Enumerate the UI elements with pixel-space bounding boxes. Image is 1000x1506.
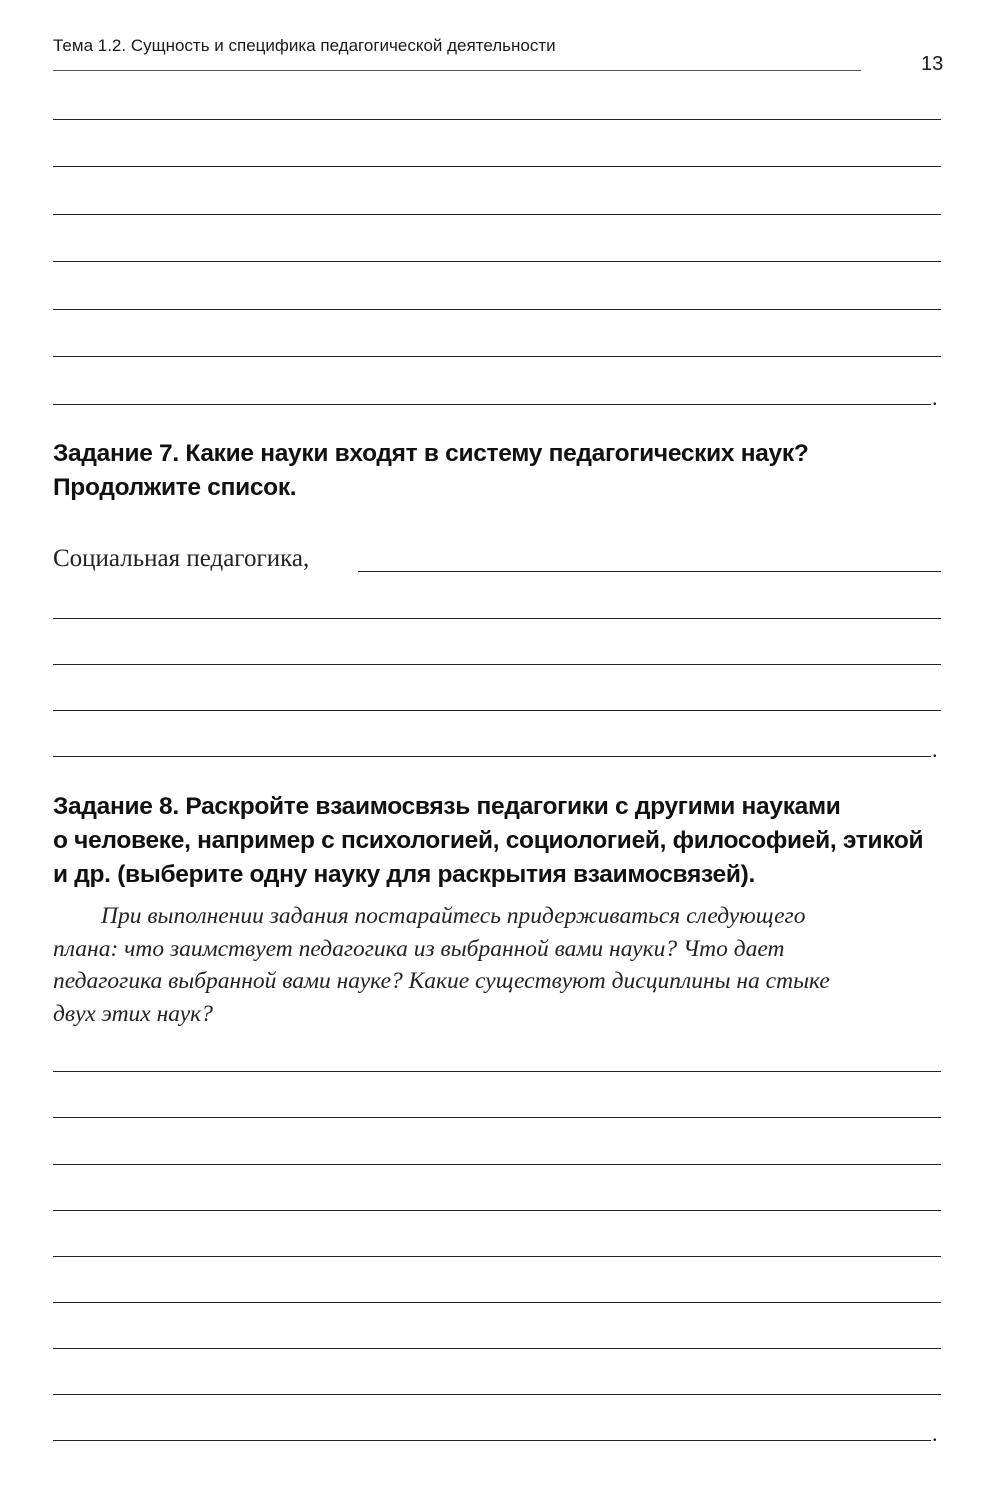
task-7-answer-line[interactable] xyxy=(358,571,941,572)
task-8-title-line: Задание 8. Раскройте взаимосвязь педагогики с другими науками xyxy=(53,793,841,820)
task-8-title-line: и др. (выберите одну науку для раскрытия взаимосвязей). xyxy=(53,861,755,888)
answer-line[interactable] xyxy=(53,309,941,310)
answer-line[interactable] xyxy=(53,214,941,215)
line-end-period: . xyxy=(932,1421,938,1446)
answer-line[interactable] xyxy=(53,1394,941,1395)
task-7-title-line: Задание 7. Какие науки входят в систему педагогических наук? xyxy=(53,440,809,467)
answer-line[interactable] xyxy=(53,618,941,619)
answer-line[interactable] xyxy=(53,710,941,711)
answer-line[interactable] xyxy=(53,404,931,405)
answer-line[interactable] xyxy=(53,261,941,262)
answer-line[interactable] xyxy=(53,1071,941,1072)
answer-line[interactable] xyxy=(53,1164,941,1165)
answer-line[interactable] xyxy=(53,119,941,120)
running-header-title: Тема 1.2. Сущность и специфика педагогической деятельности xyxy=(53,36,556,55)
answer-line[interactable] xyxy=(53,1302,941,1303)
task-8-instruction xyxy=(53,900,943,1030)
task-8-title-line: о человеке, например с психологией, социологией, философией, этикой xyxy=(53,827,924,854)
line-end-period: . xyxy=(932,385,938,410)
task-8-title xyxy=(53,790,923,892)
answer-line[interactable] xyxy=(53,356,941,357)
line-end-period: . xyxy=(932,737,938,762)
task-7-lead-text: Социальная педагогика, xyxy=(53,545,310,572)
task-7-title-line: Продолжите список. xyxy=(53,474,297,501)
instruction-line: При выполнении задания постарайтесь придерживаться следующего xyxy=(101,903,806,929)
answer-line[interactable] xyxy=(53,664,941,665)
answer-line[interactable] xyxy=(53,756,931,757)
task-7-title xyxy=(53,437,809,505)
answer-line[interactable] xyxy=(53,1440,931,1441)
instruction-line: педагогика выбранной вами науке? Какие существуют дисциплины на стыке xyxy=(53,968,830,994)
instruction-line: двух этих наук? xyxy=(53,1000,213,1027)
page-number: 13 xyxy=(921,53,944,75)
answer-line[interactable] xyxy=(53,1348,941,1349)
answer-line[interactable] xyxy=(53,1256,941,1257)
answer-line[interactable] xyxy=(53,1117,941,1118)
answer-line[interactable] xyxy=(53,1210,941,1211)
answer-line[interactable] xyxy=(53,166,941,167)
header-rule xyxy=(53,70,861,71)
instruction-line: плана: что заимствует педагогика из выбранной вами науки? Что дает xyxy=(53,935,785,962)
